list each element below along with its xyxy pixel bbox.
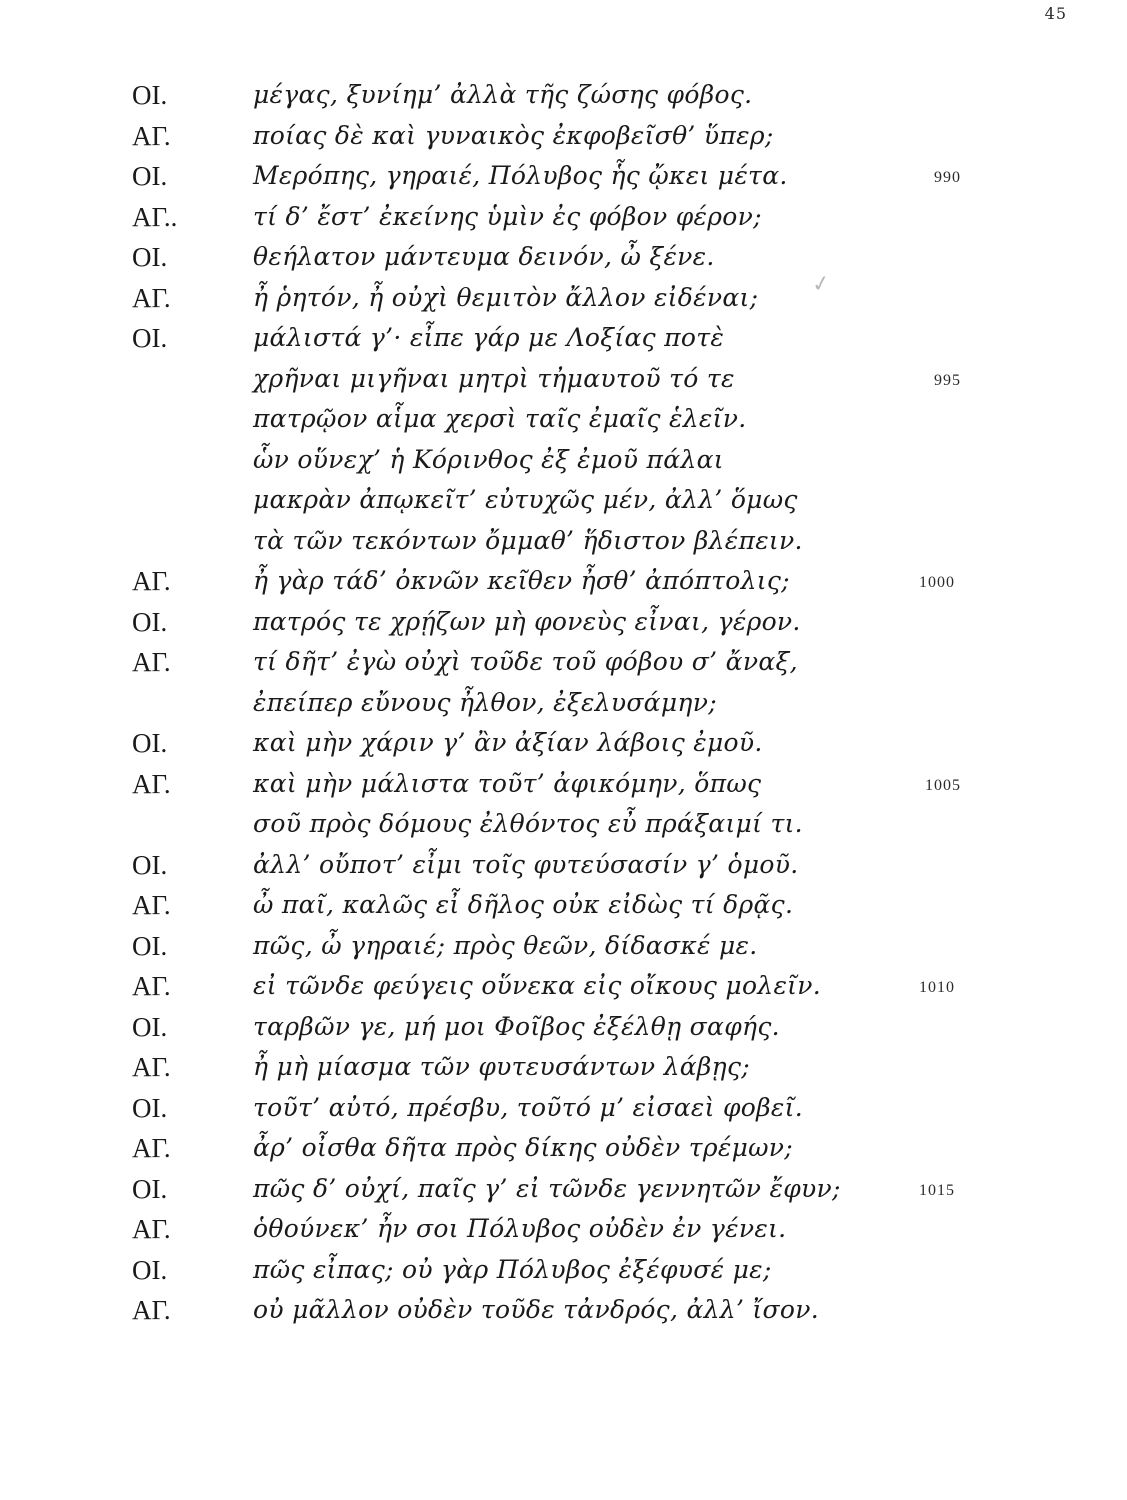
speaker-label: ΑΓ. [132, 1133, 171, 1163]
verse-text: σοῦ πρὸς δόμους ἐλθόντος εὖ πράξαιμί τι. [253, 809, 803, 838]
verse-line [0, 561, 1127, 602]
verse-line [0, 1088, 1127, 1129]
verse-text-block [0, 75, 1127, 1331]
verse-text: τί δῆτ’ ἐγὼ οὐχὶ τοῦδε τοῦ φόβου σ’ ἄναξ, [253, 647, 798, 676]
page-number: 45 [1044, 4, 1067, 23]
verse-line [0, 1169, 1127, 1210]
verse-line [0, 804, 1127, 845]
verse-text: ἐπείπερ εὔνους ἦλθον, ἐξελυσάμην; [253, 687, 717, 717]
speaker-label: ΟΙ. [132, 849, 168, 880]
speaker-label: ΑΓ.. [132, 201, 178, 232]
verse-text: ἦ μὴ μίασμα τῶν φυτευσάντων λάβῃς; [253, 1052, 750, 1081]
verse-text: ποίας δὲ καὶ γυναικὸς ἐκφοβεῖσθ’ ὕπερ; [253, 120, 774, 150]
verse-line [0, 116, 1127, 157]
verse-line [0, 885, 1127, 926]
speaker-label: ΑΓ. [132, 1295, 171, 1325]
speaker-label: ΟΙ. [132, 161, 168, 191]
speaker-label: ΟΙ. [132, 930, 168, 961]
verse-text: πῶς δ’ οὐχί, παῖς γ’ εἰ τῶνδε γεννητῶν ἔφυν; [253, 1173, 841, 1203]
speaker-label: ΟΙ. [132, 242, 168, 272]
verse-line [0, 237, 1127, 278]
speaker-label: ΟΙ. [132, 728, 168, 758]
verse-text: ὦ παῖ, καλῶς εἶ δῆλος οὐκ εἰδὼς τί δρᾷς. [253, 890, 794, 919]
verse-text: ἆρ’ οἶσθα δῆτα πρὸς δίκης οὐδὲν τρέμων; [253, 1133, 794, 1162]
verse-line [0, 1209, 1127, 1250]
speaker-label: ΑΓ. [132, 1214, 171, 1244]
speaker-label: ΟΙ. [132, 1011, 168, 1042]
verse-line [0, 1047, 1127, 1088]
speaker-label: ΟΙ. [132, 1092, 168, 1123]
verse-text: πατρῷον αἷμα χερσὶ ταῖς ἐμαῖς ἑλεῖν. [253, 404, 747, 433]
verse-text: τοῦτ’ αὐτό, πρέσβυ, τοῦτό μ’ εἰσαεὶ φοβεῖ. [253, 1092, 803, 1122]
verse-line [0, 966, 1127, 1007]
speaker-label: ΑΓ. [132, 282, 171, 313]
verse-text: θεήλατον μάντευμα δεινόν, ὦ ξένε. [253, 242, 715, 271]
verse-text: πῶς, ὦ γηραιέ; πρὸς θεῶν, δίδασκέ με. [253, 930, 758, 960]
verse-text: πῶς εἶπας; οὐ γὰρ Πόλυβος ἐξέφυσέ με; [253, 1254, 772, 1284]
speaker-label: ΑΓ. [132, 768, 171, 799]
verse-text: ἦ ῥητόν, ἦ οὐχὶ θεμιτὸν ἄλλον εἰδέναι; [253, 282, 759, 312]
verse-line [0, 1290, 1127, 1331]
speaker-label: ΟΙ. [132, 323, 168, 353]
speaker-label: ΑΓ. [132, 971, 171, 1001]
line-number: 1015 [919, 1181, 955, 1199]
verse-line [0, 845, 1127, 886]
line-number: 990 [934, 169, 961, 186]
speaker-label: ΑΓ. [132, 890, 171, 920]
verse-line [0, 75, 1127, 116]
verse-line [0, 723, 1127, 764]
verse-line [0, 399, 1127, 440]
speaker-label: ΟΙ. [132, 1173, 168, 1204]
verse-text: ἦ γὰρ τάδ’ ὀκνῶν κεῖθεν ἦσθ’ ἀπόπτολις; [253, 566, 790, 595]
pencil-check-mark-icon: ✓ [809, 270, 833, 299]
speaker-label: ΟΙ. [132, 80, 168, 110]
speaker-label: ΑΓ. [132, 566, 171, 596]
verse-text: καὶ μὴν χάριν γ’ ἂν ἀξίαν λάβοις ἐμοῦ. [253, 728, 763, 757]
verse-line [0, 278, 1127, 319]
line-number: 1010 [919, 979, 955, 996]
verse-text: καὶ μὴν μάλιστα τοῦτ’ ἀφικόμην, ὅπως [253, 768, 762, 798]
verse-line [0, 318, 1127, 359]
verse-line [0, 764, 1127, 805]
verse-line [0, 926, 1127, 967]
verse-text: ὁθούνεκ’ ἦν σοι Πόλυβος οὐδὲν ἐν γένει. [253, 1214, 787, 1243]
verse-text: ὧν οὕνεχ’ ἡ Κόρινθος ἐξ ἐμοῦ πάλαι [253, 444, 724, 474]
verse-text: μάλιστά γ’· εἶπε γάρ με Λοξίας ποτὲ [253, 323, 725, 352]
verse-text: οὐ μᾶλλον οὐδὲν τοῦδε τἀνδρός, ἀλλ’ ἴσον. [253, 1295, 819, 1324]
verse-line [0, 197, 1127, 238]
verse-line [0, 480, 1127, 521]
line-number: 1005 [925, 776, 961, 794]
verse-line [0, 642, 1127, 683]
verse-text: τὰ τῶν τεκόντων ὄμμαθ’ ἥδιστον βλέπειν. [253, 525, 803, 555]
verse-text: ταρβῶν γε, μή μοι Φοῖβος ἐξέλθῃ σαφής. [253, 1011, 780, 1041]
verse-line [0, 521, 1127, 562]
line-number: 1000 [919, 574, 955, 591]
speaker-label: ΟΙ. [132, 1254, 168, 1285]
verse-line [0, 1128, 1127, 1169]
verse-text: πατρός τε χρῄζων μὴ φονεὺς εἶναι, γέρον. [253, 606, 801, 636]
verse-line [0, 440, 1127, 481]
line-number: 995 [934, 371, 961, 389]
speaker-label: ΑΓ. [132, 647, 171, 677]
verse-line [0, 1250, 1127, 1291]
speaker-label: ΟΙ. [132, 606, 168, 637]
speaker-label: ΑΓ. [132, 120, 171, 151]
verse-line [0, 359, 1127, 400]
verse-line [0, 156, 1127, 197]
verse-line [0, 683, 1127, 724]
verse-text: Μερόπης, γηραιέ, Πόλυβος ἧς ᾤκει μέτα. [253, 161, 788, 190]
verse-text: τί δ’ ἔστ’ ἐκείνης ὑμὶν ἐς φόβον φέρον; [253, 201, 762, 231]
verse-line [0, 602, 1127, 643]
verse-text: εἰ τῶνδε φεύγεις οὕνεκα εἰς οἴκους μολεῖν. [253, 971, 822, 1000]
verse-text: ἀλλ’ οὔποτ’ εἶμι τοῖς φυτεύσασίν γ’ ὁμοῦ. [253, 849, 799, 879]
verse-text: μακρὰν ἀπῳκεῖτ’ εὐτυχῶς μέν, ἀλλ’ ὅμως [253, 485, 798, 514]
verse-line [0, 1007, 1127, 1048]
speaker-label: ΑΓ. [132, 1052, 171, 1082]
verse-text: χρῆναι μιγῆναι μητρὶ τἠμαυτοῦ τό τε [253, 363, 735, 393]
verse-text: μέγας, ξυνίημ’ ἀλλὰ τῆς ζώσης φόβος. [253, 80, 753, 109]
